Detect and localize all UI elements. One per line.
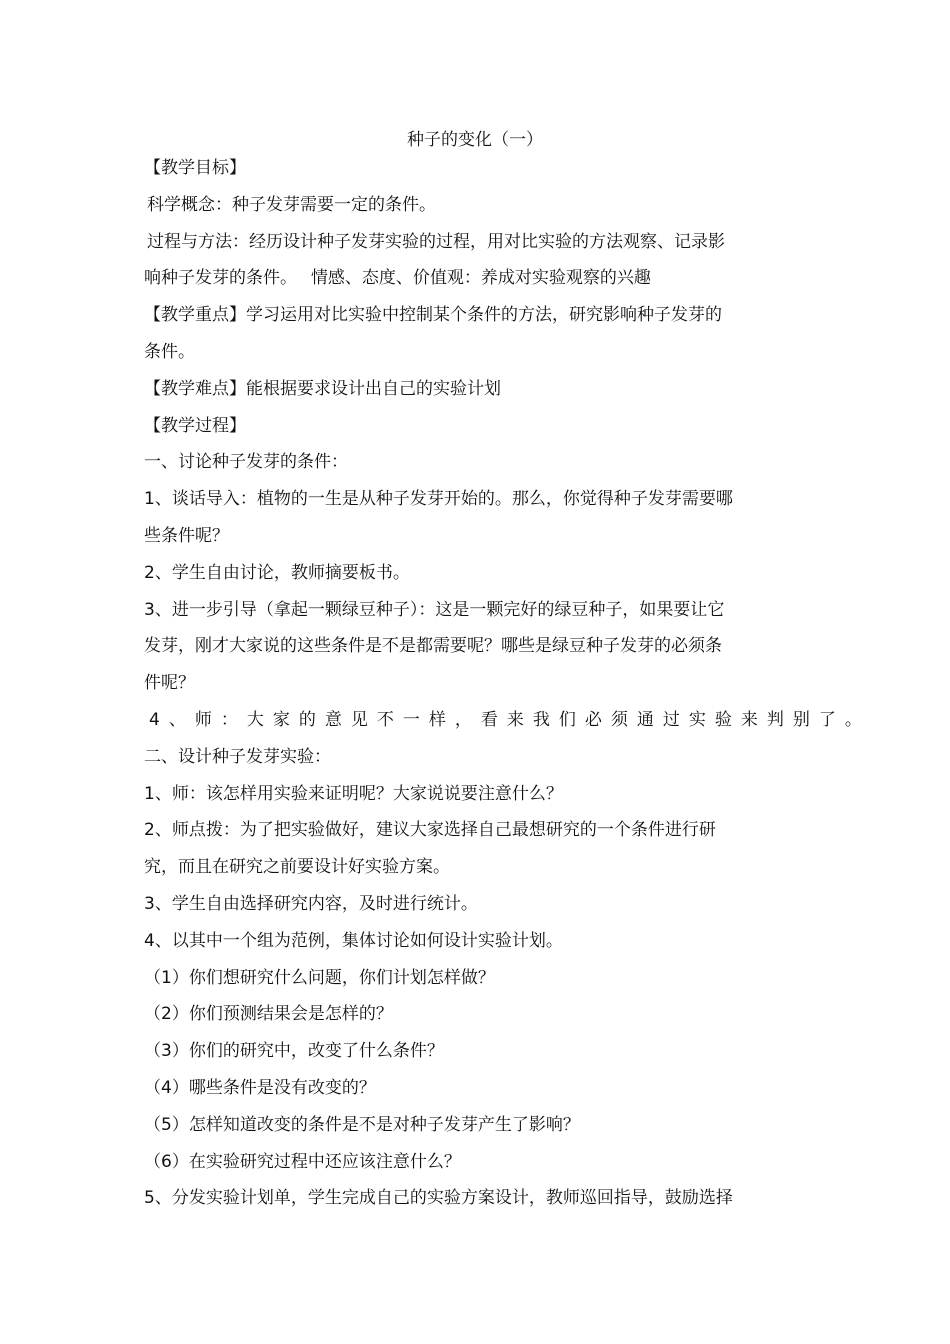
sub-list-item: （2）你们预测结果会是怎样的？ [144, 1004, 393, 1025]
list-item: 2、师点拨：为了把实验做好，建议大家选择自己最想研究的一个条件进行研 [144, 820, 716, 841]
heading-teaching-focus: 【教学重点】学习运用对比实验中控制某个条件的方法，研究影响种子发芽的 [144, 305, 722, 326]
paragraph-line: 条件。 [144, 341, 195, 362]
document-body [144, 150, 871, 1217]
paragraph-line: 究，而且在研究之前要设计好实验方案。 [144, 857, 450, 878]
sub-list-item: （3）你们的研究中，改变了什么条件？ [144, 1041, 444, 1062]
heading-teaching-process: 【教学过程】 [144, 415, 246, 436]
sub-list-item: （5）怎样知道改变的条件是不是对种子发芽产生了影响？ [144, 1114, 580, 1135]
sub-list-item: （4）哪些条件是没有改变的？ [144, 1077, 376, 1098]
list-item: 3、进一步引导（拿起一颗绿豆种子）：这是一颗完好的绿豆种子，如果要让它 [144, 599, 725, 620]
list-item: 5、分发实验计划单，学生完成自己的实验方案设计，教师巡回指导，鼓励选择 [144, 1188, 733, 1209]
section-heading: 二、设计种子发芽实验： [144, 746, 331, 767]
sub-list-item: （6）在实验研究过程中还应该注意什么？ [144, 1151, 461, 1172]
list-item: 4、师：大家的意见不一样，看来我们必须通过实验来判别了。 [149, 709, 871, 730]
heading-teaching-goals: 【教学目标】 [144, 158, 246, 178]
paragraph-line: 过程与方法：经历设计种子发芽实验的过程，用对比实验的方法观察、记录影 [147, 231, 725, 252]
list-item: 4、以其中一个组为范例，集体讨论如何设计实验计划。 [144, 930, 563, 951]
list-item: 3、学生自由选择研究内容，及时进行统计。 [144, 893, 478, 914]
paragraph-line: 科学概念：种子发芽需要一定的条件。 [147, 194, 436, 215]
paragraph-line: 响种子发芽的条件。 情感、态度、价值观：养成对实验观察的兴趣 [144, 268, 651, 289]
sub-list-item: （1）你们想研究什么问题，你们计划怎样做？ [144, 967, 495, 988]
list-item: 1、师：该怎样用实验来证明呢？大家说说要注意什么？ [144, 783, 563, 804]
paragraph-line: 些条件呢？ [144, 525, 229, 546]
document-title: 种子的变化（一） [407, 130, 543, 150]
section-heading: 一、讨论种子发芽的条件： [144, 452, 348, 473]
paragraph-line: 发芽，刚才大家说的这些条件是不是都需要呢？哪些是绿豆种子发芽的必须条 [144, 636, 722, 657]
paragraph-line: 件呢？ [144, 673, 195, 694]
heading-teaching-difficulty: 【教学难点】能根据要求设计出自己的实验计划 [144, 378, 501, 399]
list-item: 1、谈话导入：植物的一生是从种子发芽开始的。那么，你觉得种子发芽需要哪 [144, 489, 733, 510]
list-item: 2、学生自由讨论，教师摘要板书。 [144, 562, 410, 583]
